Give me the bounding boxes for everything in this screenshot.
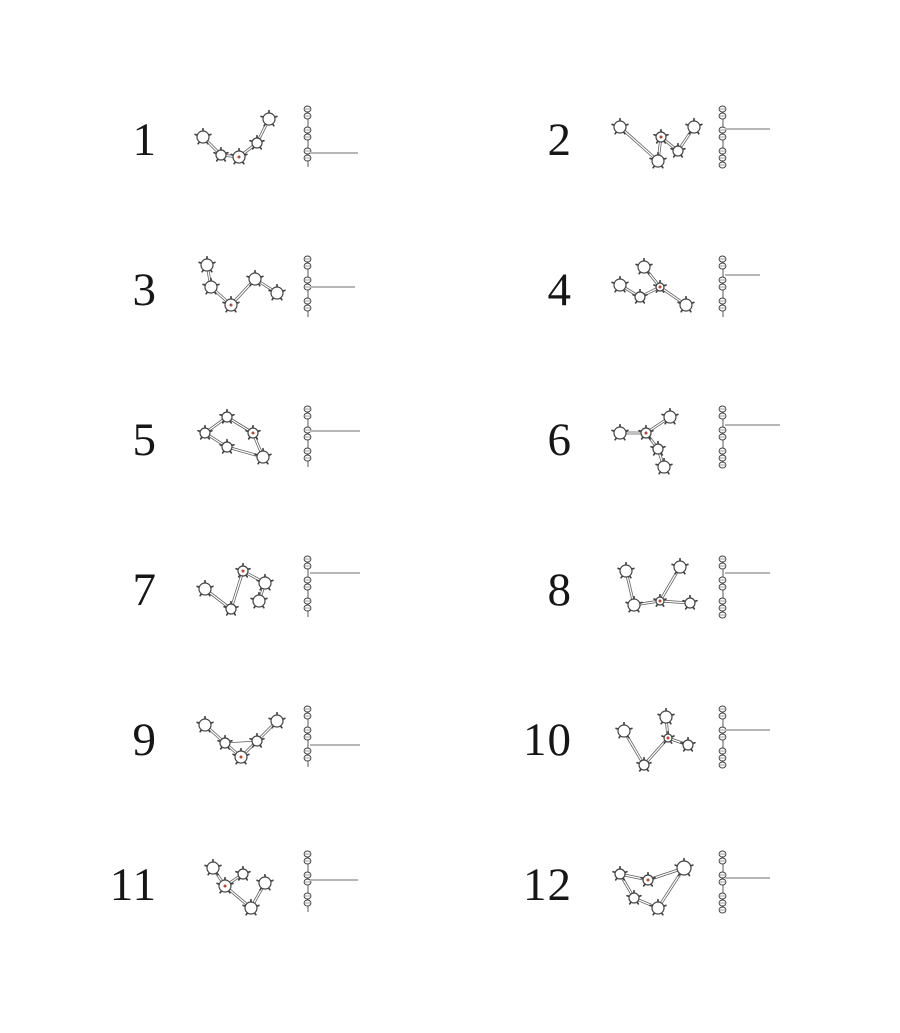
worksheet-item-11 [85, 840, 385, 930]
constellation-figure [193, 703, 293, 777]
item-number: 10 [523, 713, 572, 766]
item-number: 1 [132, 113, 157, 166]
answer-line [301, 850, 379, 920]
answer-line [716, 255, 794, 325]
item-number: 8 [547, 563, 572, 616]
answer-line [301, 255, 379, 325]
item-number: 2 [547, 113, 572, 166]
constellation-figure [608, 848, 708, 922]
item-number: 11 [109, 858, 157, 911]
constellation-figure [193, 553, 293, 627]
item-number: 6 [547, 413, 572, 466]
item-number: 9 [132, 713, 157, 766]
worksheet-item-3 [85, 245, 385, 335]
worksheet-item-5 [85, 395, 385, 485]
answer-line [716, 105, 794, 175]
constellation-figure [608, 253, 708, 327]
item-number: 5 [132, 413, 157, 466]
answer-line [716, 705, 794, 775]
item-number: 12 [523, 858, 572, 911]
constellation-figure [193, 253, 293, 327]
worksheet-item-4 [500, 245, 800, 335]
worksheet-item-6 [500, 395, 800, 485]
item-number: 4 [547, 263, 572, 316]
constellation-figure [608, 703, 708, 777]
worksheet-item-10 [500, 695, 800, 785]
answer-line [716, 850, 794, 920]
constellation-figure [608, 553, 708, 627]
worksheet-item-12 [500, 840, 800, 930]
constellation-figure [193, 103, 293, 177]
item-number: 3 [132, 263, 157, 316]
answer-line [716, 555, 794, 625]
answer-line [301, 555, 379, 625]
constellation-figure [608, 103, 708, 177]
answer-line [716, 405, 794, 475]
worksheet-item-2 [500, 95, 800, 185]
item-number: 7 [132, 563, 157, 616]
worksheet-item-8 [500, 545, 800, 635]
worksheet-item-9 [85, 695, 385, 785]
worksheet-item-1 [85, 95, 385, 185]
answer-line [301, 105, 379, 175]
answer-line [301, 405, 379, 475]
constellation-figure [193, 848, 293, 922]
constellation-figure [608, 403, 708, 477]
worksheet-item-7 [85, 545, 385, 635]
constellation-figure [193, 403, 293, 477]
answer-line [301, 705, 379, 775]
